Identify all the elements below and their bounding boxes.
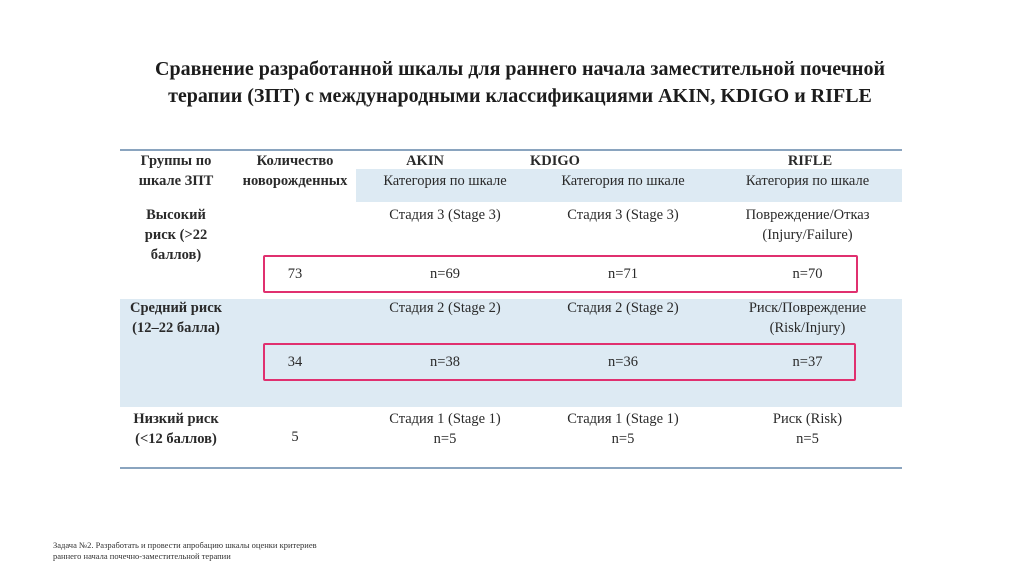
footer-line1: Задача №2. Разработать и провести апробацию шкалы оценки критериев xyxy=(53,540,317,550)
row-low-kdigo xyxy=(538,409,708,449)
slide-title-line1: Сравнение разработанной шкалы для раннего начала заместительной почечной xyxy=(155,58,885,80)
row-high-rifle-n: n=70 xyxy=(792,266,823,282)
header-akin-sub: Категория по шкале xyxy=(383,173,507,189)
row-mid-group-line2: (12–22 балла) xyxy=(132,320,220,336)
row-low-akin-line2: n=5 xyxy=(433,431,457,447)
slide-title-line2: терапии (ЗПТ) с международными классификациями AKIN, KDIGO и RIFLE xyxy=(168,85,872,107)
row-low-rifle xyxy=(720,409,895,449)
row-low-group-line1: Низкий риск xyxy=(133,411,219,427)
row-mid-akin: Стадия 2 (Stage 2) xyxy=(389,300,501,316)
header-kdigo-sub: Категория по шкале xyxy=(561,173,685,189)
row-low-group-line2: (<12 баллов) xyxy=(135,431,217,447)
row-high-group-line2: риск (>22 xyxy=(144,227,208,243)
row-mid-kdigo: Стадия 2 (Stage 2) xyxy=(567,300,679,316)
row-high-count: 73 xyxy=(287,266,303,282)
header-akin: AKIN xyxy=(406,153,444,169)
row-low-rifle-line1: Риск (Risk) xyxy=(772,411,843,427)
row-mid-kdigo-n: n=36 xyxy=(608,354,638,370)
row-high-rifle xyxy=(720,205,895,245)
row-mid-rifle-line2: (Risk/Injury) xyxy=(769,320,846,336)
header-count-line2: новорожденных xyxy=(242,173,348,189)
row-mid-akin-n: n=38 xyxy=(430,354,460,370)
header-count-line1: Количество xyxy=(256,153,334,169)
table-bottom-rule xyxy=(120,467,902,469)
row-low-group xyxy=(120,409,232,449)
row-mid-rifle-line1: Риск/Повреждение xyxy=(748,300,867,316)
header-count xyxy=(232,151,358,191)
row-low-kdigo-line1: Стадия 1 (Stage 1) xyxy=(567,411,679,427)
footer-note xyxy=(53,540,317,562)
row-mid-rifle xyxy=(720,298,895,338)
row-mid-rifle-n: n=37 xyxy=(792,354,823,370)
row-low-kdigo-line2: n=5 xyxy=(611,431,635,447)
footer-line2: раннего начала почечно-заместительной терапии xyxy=(53,551,231,561)
row-high-rifle-line1: Повреждение/Отказ xyxy=(745,207,870,223)
comparison-table xyxy=(120,149,902,469)
row-high-kdigo-n: n=71 xyxy=(608,266,638,282)
row-mid-count: 34 xyxy=(287,354,303,370)
row-mid-group xyxy=(120,298,232,338)
header-rifle: RIFLE xyxy=(787,153,833,169)
row-low-rifle-line2: n=5 xyxy=(796,431,819,447)
row-low-akin-line1: Стадия 1 (Stage 1) xyxy=(389,411,501,427)
row-high-kdigo: Стадия 3 (Stage 3) xyxy=(567,207,679,223)
header-group xyxy=(120,151,232,191)
header-group-line2: шкале ЗПТ xyxy=(138,173,214,189)
row-high-group xyxy=(120,205,232,265)
row-high-akin: Стадия 3 (Stage 3) xyxy=(389,207,501,223)
row-high-akin-n: n=69 xyxy=(430,266,460,282)
row-high-group-line3: баллов) xyxy=(150,247,202,263)
row-low-count: 5 xyxy=(291,429,299,445)
slide-title xyxy=(20,56,1020,110)
row-mid-group-line1: Средний риск xyxy=(129,300,222,316)
row-high-rifle-line2: (Injury/Failure) xyxy=(762,227,853,243)
header-group-line1: Группы по xyxy=(140,153,212,169)
header-rifle-sub: Категория по шкале xyxy=(745,173,870,189)
row-high-group-line1: Высокий xyxy=(146,207,206,223)
header-kdigo: KDIGO xyxy=(530,153,580,169)
row-low-akin xyxy=(360,409,530,449)
